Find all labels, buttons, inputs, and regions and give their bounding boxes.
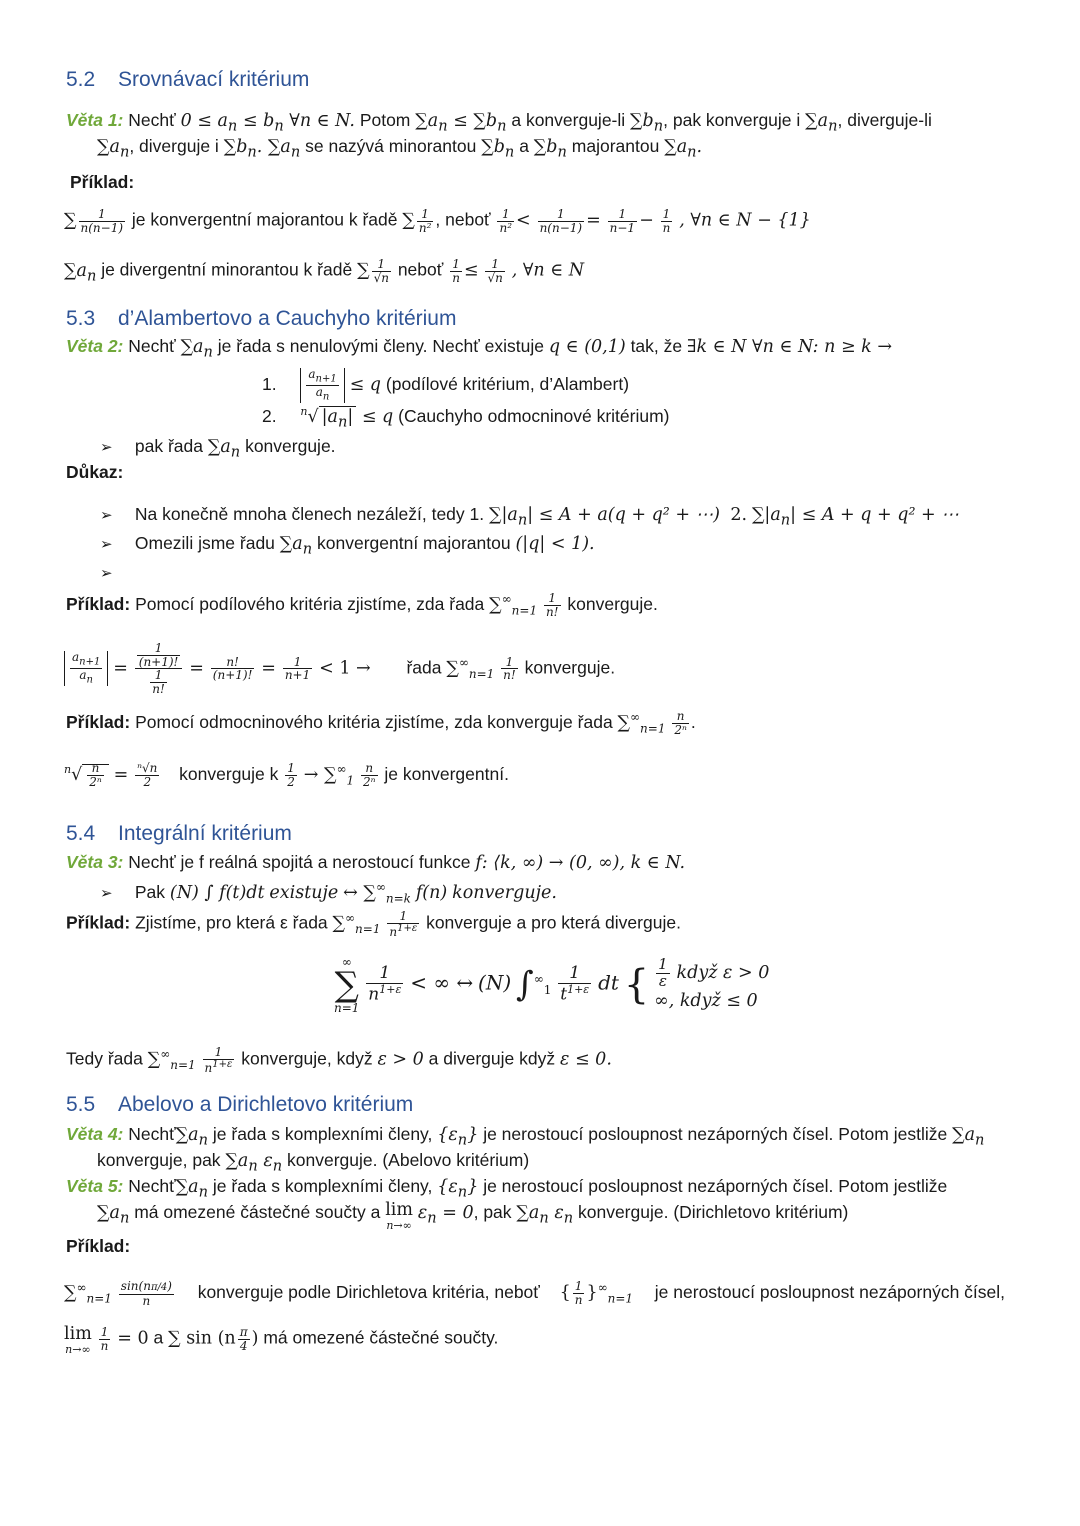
text: Na konečně mnoha členech nezáleží, tedy 1. (134, 504, 485, 524)
text: je konvergentní. (384, 763, 509, 784)
text: konverguje. (245, 436, 336, 456)
veta-4-line-2: konverguje, pak $\sum a_n$ $\varepsilon_n$ konverguje. (Abelovo kritérium) (97, 1150, 530, 1175)
text: tak, že (630, 336, 683, 356)
veta-2-item-2: 2. $^n$√ $|a_n| \le q$ (Cauchyho odmocninové kritérium) (262, 405, 670, 431)
dukaz-line-1: ➢ Na konečně mnoha členech nezáleží, tedy 1. $\sum|a_n| \le A + a(q + q^2$ + ⋯) 2. $\sum|a_n| \le A + q + q^2$ + ⋯ (100, 504, 959, 529)
section-title: Integrální kritérium (118, 822, 292, 845)
veta-1-line-2: $\sum a_n$, diverguje i $\sum b_n$. $\sum a_n$ se nazývá minorantou $\sum b_n$ a $\sum b_n$ majorantou $\sum a_n$. (97, 136, 703, 161)
text: je řada s komplexními členy, (212, 1176, 433, 1196)
veta-2-line: Věta 2: Nechť $\sum a_n$ je řada s nenulovými členy. Nechť existuje q ∈ (0,1) tak, že ∃k ∈ N ∀n ∈ N: n ≥ k → (66, 336, 893, 361)
text: Nechť (128, 1176, 176, 1196)
text: , neboť (435, 209, 491, 230)
priklad-label: Příklad: (66, 1236, 131, 1256)
veta-2-item-1: 1. $\frac{a_{n+1}}{a_n}$ ≤ q (podílové kritérium, d’Alambert) (262, 367, 630, 403)
text: řada (406, 657, 442, 678)
section-number: 5.5 (66, 1093, 96, 1116)
text: Pomocí podílového kritéria zjistíme, zda řada (135, 593, 485, 614)
veta-4-line-1: Věta 4: $Nechť\sum a_n$ je řada s komplexními členy, $\{\varepsilon_n\}$ je nerostoucí posloupnost nezáporných čísel. Potom jestliže $\sum a_n$ (66, 1124, 985, 1149)
veta-3-line: Věta 3: Nechť je f reálná spojitá a nerostoucí funkce f: ⟨k, ∞) → (0, ∞), k ∈ N. (66, 852, 686, 873)
priklad-label: Příklad: (66, 912, 131, 933)
text: konverguje k (179, 763, 279, 784)
text: Zjistíme, pro která ε řada (135, 912, 328, 933)
text: ∞, když ≤ 0 (654, 990, 758, 1011)
text: , pak konverguje i (663, 110, 801, 130)
text: (Cauchyho odmocninové kritérium) (398, 405, 670, 426)
text: Pak (134, 881, 166, 902)
section-number: 5.3 (66, 307, 96, 330)
text: , diverguje i (129, 136, 219, 156)
text: , pak (473, 1202, 512, 1222)
text: je nerostoucí posloupnost nezáporných čísel. Potom jestliže (483, 1176, 948, 1196)
priklad-6-line-2: lim n→∞ $\frac{1}{n}$ = 0 a ∑ sin (n $\frac{\pi}{4}$ ) má omezené částečné součty. (64, 1324, 499, 1356)
text: (podílové kritérium, d’Alambert) (385, 374, 630, 395)
text: Pomocí odmocninového kritéria zjistíme, zda konverguje řada (135, 711, 613, 732)
veta-label: Věta 1: (66, 110, 124, 130)
text: majorantou (571, 136, 660, 156)
text: pak řada (134, 436, 203, 456)
text: konverguje, když (241, 1048, 373, 1069)
veta-label: Věta 5: (66, 1176, 124, 1196)
veta-2-conclusion: ➢ pak řada $\sum a_n$ konverguje. (100, 436, 336, 461)
priklad-4-calc: $^n$√ $\frac{n}{\text{2ⁿ}}$ = $\frac{\text{ⁿ√n}}{2}$ konverguje k $\frac{1}{2}$ → $\sum^\infty_1$ $\frac{n}{\text{2ⁿ}}$ je konvergentní. (64, 761, 509, 789)
text: konverguje. (Abelovo kritérium) (287, 1150, 530, 1170)
text: je divergentní minorantou k řadě (101, 259, 353, 280)
text: a diverguje když (428, 1048, 556, 1069)
text: když ε > 0 (676, 963, 770, 984)
arrow-bullet-icon: ➢ (100, 507, 113, 524)
text: Nechť (128, 336, 176, 356)
text: Tedy řada (66, 1048, 143, 1069)
section-title: Srovnávací kritérium (118, 68, 310, 91)
text: je řada s nenulovými členy. Nechť existuje (217, 336, 545, 356)
text: 2. (262, 405, 277, 426)
veta-label: Věta 2: (66, 336, 124, 356)
text: konverguje. (452, 882, 557, 903)
arrow-bullet-icon: ➢ (100, 884, 113, 902)
text: konverguje a pro která diverguje. (426, 912, 681, 933)
priklad-5-tedy: Tedy řada $\sum^\infty_{n=1}$ $\frac{1}{n^{1+\varepsilon}}$ konverguje, když ε > 0 a diverguje když ε ≤ 0. (66, 1045, 612, 1075)
text: konverguje. (524, 657, 616, 678)
dukaz-line-3 (100, 562, 130, 583)
section-title: d’Alambertovo a Cauchyho kritérium (118, 307, 457, 330)
text: má omezené částečné součty a (134, 1202, 381, 1222)
text: a (519, 136, 529, 156)
text: má omezené částečné součty. (263, 1327, 499, 1348)
text: Omezili jsme řadu (134, 533, 275, 553)
text: konverguje. (Dirichletovo kritérium) (577, 1202, 849, 1222)
text: je konvergentní majorantou k řadě (131, 209, 398, 230)
text: Nechť (128, 110, 176, 130)
text: konverguje. (567, 593, 658, 614)
dukaz-label: Důkaz: (66, 462, 124, 482)
section-heading-5-2 (66, 68, 309, 92)
priklad-6-line-1: $\sum^\infty_{n=1}$ $\frac{\sin(n\pi/4)}{n}$ konverguje podle Dirichletova kritéria, neboť { $\frac{1}{n}$ }$^\infty_{n=1}$ je nerostoucí posloupnost nezáporných čísel, (64, 1279, 1006, 1308)
priklad-label: Příklad: (70, 172, 135, 192)
dukaz-line-2: ➢ Omezili jsme řadu $\sum a_n$ konvergentní majorantou (|q| < 1). (100, 533, 595, 558)
text: konverguje podle Dirichletova kritéria, neboť (197, 1282, 540, 1303)
text: je řada s komplexními členy, (212, 1124, 433, 1144)
priklad-3-line: Příklad: Pomocí podílového kritéria zjistíme, zda řada $\sum^\infty_{n=1}$ $\frac{1}{n!}$ konverguje. (66, 591, 658, 619)
priklad-label: Příklad: (66, 711, 131, 732)
text: Nechť (128, 1124, 176, 1144)
veta-label: Věta 3: (66, 852, 124, 872)
text: Nechť je f reálná spojitá a nerostoucí funkce (128, 852, 471, 872)
text: konvergentní majorantou (317, 533, 511, 553)
text: a konverguje-li (511, 110, 626, 130)
priklad-4-line: Příklad: Pomocí odmocninového kritéria zjistíme, zda konverguje řada $\sum^\infty_{n=1}$ $\frac{n}{\text{2ⁿ}}$ . (66, 709, 696, 737)
text: je nerostoucí posloupnost nezáporných čísel, (654, 1282, 1006, 1303)
text: se nazývá minorantou (305, 136, 477, 156)
priklad-1-line-1: ∑ $\frac{1}{n(n-1)}$ je konvergentní majorantou k řadě ∑ $\frac{1}{\text{n²}}$ , neboť $\frac{1}{\text{n²}}$ < $\frac{1}{n(n-1)}$ = $\frac{1}{n-1}$ − $\frac{1}{n}$ , ∀n ∈ N − {1} (64, 207, 811, 235)
arrow-bullet-icon: ➢ (100, 536, 113, 553)
veta-label: Věta 4: (66, 1124, 124, 1144)
veta-5-line-1: Věta 5: $Nechť\sum a_n$ je řada s komplexními členy, $\{\varepsilon_n\}$ je nerostoucí posloupnost nezáporných čísel. Potom jestliže (66, 1176, 948, 1201)
section-heading-5-5 (66, 1093, 413, 1117)
section-number: 5.2 (66, 68, 96, 91)
arrow-bullet-icon: ➢ (100, 565, 113, 582)
text: neboť (397, 259, 444, 280)
text: a (153, 1327, 164, 1348)
section-heading-5-4 (66, 822, 292, 846)
text: , diverguje-li (837, 110, 932, 130)
text: konverguje, pak (97, 1150, 221, 1170)
section-number: 5.4 (66, 822, 96, 845)
priklad-1-line-2: $\sum a_n$ je divergentní minorantou k řadě ∑ $\frac{1}{√n}$ neboť $\frac{1}{n}$ ≤ $\frac{1}{√n}$ , ∀n ∈ N (64, 257, 585, 285)
priklad-3-calc: $\frac{a_{n+1}}{a_n}$ = $\frac{\frac{1}{(n+1)!}}{\frac{1}{n!}}$ = $\frac{n!}{(n+1)!}$ = $\frac{1}{n+1}$ < 1 → řada $\sum^\infty_{n=1}$ $\frac{1}{n!}$ konverguje. (64, 642, 615, 695)
veta-1-line-1: Věta 1: Nechť $0 \le a_n \le b_n$ ∀n ∈ N. Potom $\sum a_n \le \sum b_n$ a konverguje-li $\sum b_n$, pak konverguje i $\sum a_n$, diverguje-li (66, 110, 932, 135)
text: je nerostoucí posloupnost nezáporných čísel. Potom jestliže (483, 1124, 948, 1144)
arrow-bullet-icon: ➢ (100, 439, 113, 456)
priklad-5-line: Příklad: Zjistíme, pro která ε řada $\sum^\infty_{n=1}$ $\frac{1}{n^{1+\varepsilon}}$ konverguje a pro která diverguje. (66, 909, 681, 939)
text: existuje (269, 882, 339, 903)
priklad-label: Příklad: (66, 593, 131, 614)
text: Potom (359, 110, 411, 130)
veta-5-line-2: $\sum a_n$ má omezené částečné součty a lim n→∞ $\varepsilon_n = 0$, pak $\sum a_n$ $\varepsilon_n$ konverguje. (Dirichletovo kritérium) (97, 1200, 849, 1232)
text: 1. (262, 374, 277, 395)
priklad-5-display: ∞ ∑ n=1 $\frac{1}{n^{1+\varepsilon}}$ < ∞ ↔ (N) $\int^\infty_1$ $\frac{1}{t^{1+\varepsilon}}$ dt { $\frac{1}{\varepsilon}$ když ε > 0 ∞, když ≤ 0 (334, 955, 770, 1015)
veta-3-conclusion: ➢ Pak (N) ∫ f(t)dt existuje ↔ $\sum^\infty_{n=k}$ f(n) konverguje. (100, 880, 557, 906)
section-heading-5-3 (66, 307, 456, 331)
section-title: Abelovo a Dirichletovo kritérium (118, 1093, 414, 1116)
